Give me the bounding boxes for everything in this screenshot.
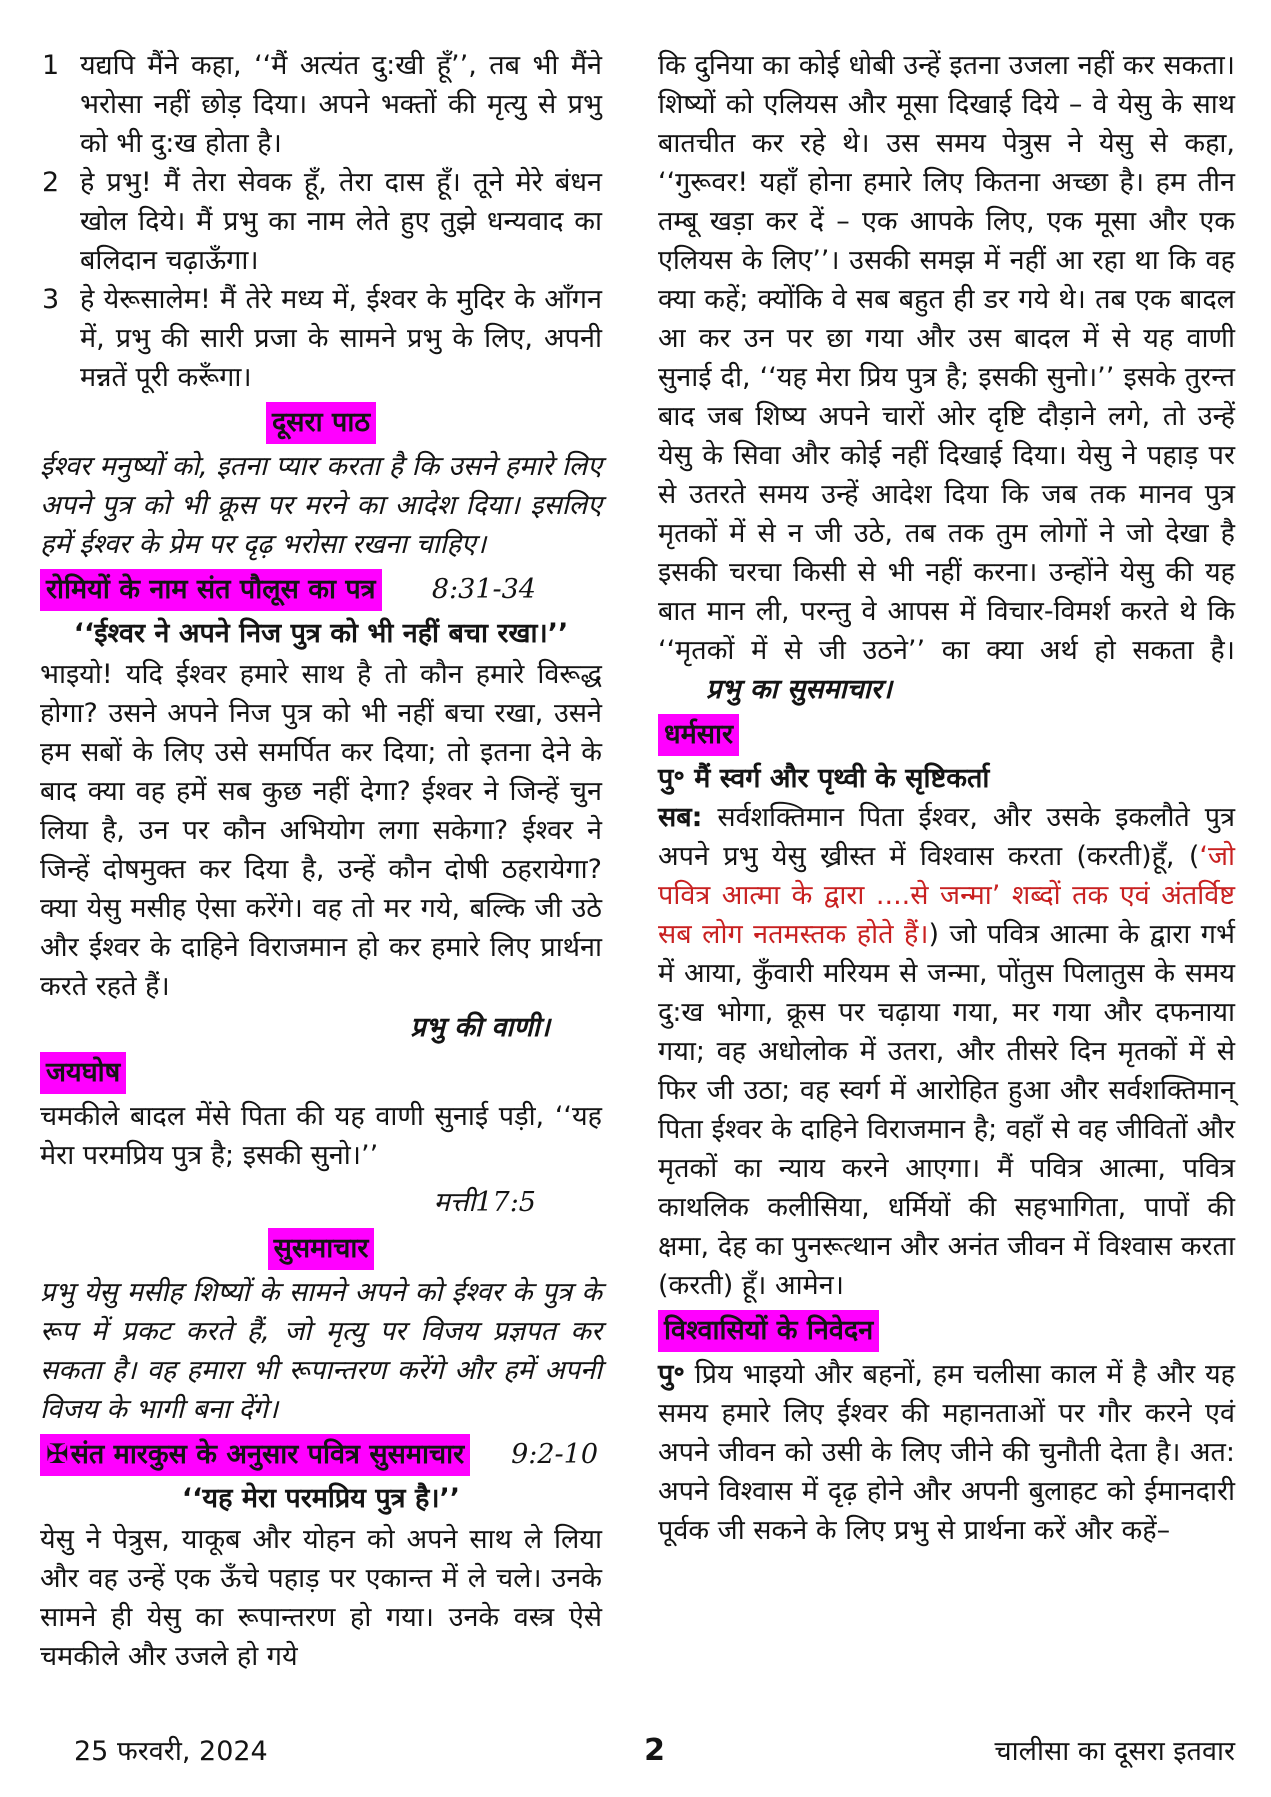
- footer-page-number: 2: [644, 1733, 665, 1768]
- creed-section: [658, 714, 1235, 1305]
- creed-heading: धर्मसार: [658, 714, 739, 756]
- rubric-paren-open: (: [1188, 841, 1200, 872]
- gospel-body-continuation: कि दुनिया का कोई धोबी उन्हें इतना उजला नहीं कर सकता। शिष्यों को एलियस और मूसा दिखाई दिये – वे येसु के साथ बातचीत कर रहे थे। उस समय पेत्रुस ने येसु से कहा, ‘‘गुरूवर! यहाँ होना हमारे लिए कितना अच्छा है। हम तीन तम्बू खड़ा कर दें – एक आपके लिए, एक मूसा और एक एलियस के लिए’’। उसकी समझ में नहीं आ रहा था कि वह क्या कहें; क्योंकि वे सब बहुत ही डर गये थे। तब एक बादल आ कर उन पर छा गया और उस बादल में से यह वाणी सुनाई दी, ‘‘यह मेरा प्रिय पुत्र है; इसकी सुनो।’’ इसके तुरन्त बाद जब शिष्य अपने चारों ओर दृष्टि दौड़ाने लगे, तो उन्हें येसु के सिवा और कोई नहीं दिखाई दिया। येसु ने पहाड़ पर से उतरते समय उन्हें आदेश दिया कि जब तक मानव पुत्र मृतकों में से न जी उठे, तब तक तुम लोगों ने जो देखा है इसकी चरचा किसी से भी नहीं करना। उन्होंने येसु की यह बात मान ली, परन्तु वे आपस में विचार-विमर्श करते थे कि ‘‘मृतकों में से जी उठने’’ का क्या अर्थ हो सकता है।: [658, 50, 1235, 666]
- acclamation-verse-ref: मत्ती17:5: [433, 1187, 536, 1218]
- left-column: [40, 46, 602, 1676]
- gospel-body-continuation-para: [658, 46, 1235, 709]
- second-reading-source: रोमियों के नाम संत पौलूस का पत्र: [40, 569, 382, 611]
- gospel-verse-ref: 9:2-10: [511, 1439, 598, 1470]
- second-reading-quote: ‘‘ईश्वर ने अपने निज पुत्र को भी नहीं बचा रखा।’’: [73, 618, 569, 649]
- acclamation-heading-row: [40, 1052, 602, 1094]
- gospel-body-start: येसु ने पेत्रुस, याकूब और योहन को अपने साथ ले लिया और वह उन्हें एक ऊँचे पहाड़ पर एकान्त में ले चले। उनके सामने ही येसु का रूपान्तरण हो गया। उनके वस्त्र ऐसे चमकीले और उजले हो गये: [40, 1524, 602, 1672]
- gospel-heading: सुसमाचार: [268, 1228, 375, 1270]
- psalm-response-list: [40, 46, 602, 397]
- psalm-verse-item: [40, 46, 602, 163]
- psalm-verse-item: [40, 280, 602, 397]
- acclamation-body: चमकीले बादल मेंसे पिता की यह वाणी सुनाई पड़ी, ‘‘यह मेरा परमप्रिय पुत्र है; इसकी सुनो।’’: [40, 1101, 602, 1171]
- second-reading-heading-row: [40, 402, 602, 444]
- footer-date: 25 फरवरी, 2024: [74, 1736, 268, 1767]
- gospel-source-highlight: [40, 1434, 470, 1476]
- right-column: [658, 46, 1235, 1550]
- gospel-section: [40, 1228, 602, 1676]
- footer-title: चालीसा का दूसरा इतवार: [994, 1736, 1235, 1767]
- second-reading-heading: दूसरा पाठ: [266, 402, 376, 444]
- acclamation-section: [40, 1052, 602, 1222]
- gospel-closing: प्रभु का सुसमाचार।: [706, 674, 892, 705]
- intercessions-heading: विश्वासियों के निवेदन: [658, 1310, 879, 1352]
- creed-body-before-rubric: सर्वशक्तिमान पिता ईश्वर, और उसके इकलौते पुत्र अपने प्रभु येसु ख्रीस्त में विश्वास करता (करती)हूँ,: [658, 802, 1235, 872]
- psalm-verse-item: [40, 163, 602, 280]
- creed-rubric-note: ‘जो पवित्र आत्मा के द्वारा ....से जन्मा’ शब्दों तक एवं अंतर्विष्ट सब लोग नतमस्तक होते हैं।: [658, 841, 1235, 950]
- second-reading-body: भाइयो! यदि ईश्वर हमारे साथ है तो कौन हमारे विरूद्ध होगा? उसने अपने निज पुत्र को भी नहीं बचा रखा, उसने हम सबों के लिए उसे समर्पित कर दिया; तो इतना देने के बाद क्या वह हमें सब कुछ नहीं देगा? ईश्वर ने जिन्हें चुन लिया है, उन पर कौन अभियोग लगा सकेगा? ईश्वर ने जिन्हें दोषमुक्त कर दिया है, उन्हें कौन दोषी ठहरायेगा? क्या येसु मसीह ऐसा करेंगे। वह तो मर गये, बल्कि जी उठे और ईश्वर के दाहिने विराजमान हो कर हमारे लिए प्रार्थना करते रहते हैं।: [40, 659, 602, 1002]
- verse-text: हे प्रभु! मैं तेरा सेवक हूँ, तेरा दास हूँ। तूने मेरे बंधन खोल दिये। मैं प्रभु का नाम लेते हुए तुझे धन्यवाद का बलिदान चढ़ाऊँगा।: [80, 167, 602, 276]
- intercessions-priest-label: पु॰: [658, 1359, 685, 1390]
- intercessions-body-para: [658, 1355, 1235, 1550]
- creed-all-label: सब:: [658, 802, 703, 833]
- verse-number: 3: [42, 284, 60, 315]
- maltese-cross-icon: ✠: [46, 1439, 69, 1470]
- gospel-intro: प्रभु येसु मसीह शिष्यों के सामने अपने को ईश्वर के पुत्र के रूप में प्रकट करते हैं, जो मृत्यु पर विजय प्रज्ञपत कर सकता है। वह हमारा भी रूपान्तरण करेंगे और हमें अपनी विजय के भागी बना देंगे।: [40, 1277, 602, 1425]
- second-reading-section: [40, 402, 602, 1047]
- creed-body-after-rubric: जो पवित्र आत्मा के द्वारा गर्भ में आया, कुँवारी मरियम से जन्मा, पोंतुस पिलातुस के समय दु:ख भोगा, क्रूस पर चढ़ाया गया, मर गया और दफनाया गया; वह अधोलोक में उतरा, और तीसरे दिन मृतकों में से फिर जी उठा; वह स्वर्ग में आरोहित हुआ और सर्वशक्तिमान् पिता ईश्वर के दाहिने विराजमान है; वहाँ से वह जीवितों और मृतकों का न्याय करने आएगा। मैं पवित्र आत्मा, पवित्र काथलिक कलीसिया, धर्मियों की सहभागिता, पापों की क्षमा, देह का पुनरूत्थान और अनंत जीवन में विश्वास करता (करती) हूँ। आमेन।: [658, 919, 1235, 1301]
- creed-heading-row: [658, 714, 1235, 756]
- gospel-source: संत मारकुस के अनुसार पवित्र सुसमाचार: [70, 1439, 465, 1470]
- gospel-quote: ‘‘यह मेरा परमप्रिय पुत्र है।’’: [181, 1483, 461, 1514]
- verse-number: 2: [42, 167, 60, 198]
- creed-priest-line: पु॰ मैं स्वर्ग और पृथ्वी के सृष्टिकर्ता: [658, 763, 990, 794]
- verse-text: यद्यपि मैंने कहा, ‘‘मैं अत्यंत दु:खी हूँ’’, तब भी मैंने भरोसा नहीं छोड़ दिया। अपने भक्तों की मृत्यु से प्रभु को भी दु:ख होता है।: [80, 50, 602, 159]
- second-reading-intro: ईश्वर मनुष्यों को, इतना प्यार करता है कि उसने हमारे लिए अपने पुत्र को भी क्रूस पर मरने का आदेश दिया। इसलिए हमें ईश्वर के प्रेम पर दृढ़ भरोसा रखना चाहिए।: [40, 451, 602, 560]
- verse-text: हे येरूसालेम! मैं तेरे मध्य में, ईश्वर के मुदिर के आँगन में, प्रभु की सारी प्रजा के सामने प्रभु के लिए, अपनी मन्नतें पूरी करूँगा।: [80, 284, 602, 393]
- intercessions-section: [658, 1310, 1235, 1550]
- rubric-paren-close: ): [928, 919, 940, 950]
- page-footer: [0, 1717, 1271, 1797]
- gospel-source-row: [40, 1434, 602, 1476]
- intercessions-body: प्रिय भाइयो और बहनों, हम चलीसा काल में है और यह समय हमारे लिए ईश्वर की महानताओं पर गौर करने एवं अपने जीवन को उसी के लिए जीने की चुनौती देता है। अत: अपने विश्वास में दृढ़ होने और अपनी बुलाहट को ईमानदारी पूर्वक जी सकने के लिए प्रभु से प्रार्थना करें और कहें–: [658, 1359, 1235, 1546]
- second-reading-verse-ref: 8:31-34: [431, 574, 536, 605]
- intercessions-heading-row: [658, 1310, 1235, 1352]
- second-reading-closing: प्रभु की वाणी।: [410, 1012, 550, 1043]
- second-reading-source-row: [40, 569, 602, 611]
- gospel-heading-row: [40, 1228, 602, 1270]
- verse-number: 1: [42, 50, 60, 81]
- acclamation-heading: जयघोष: [40, 1052, 126, 1094]
- creed-body: [658, 798, 1235, 1305]
